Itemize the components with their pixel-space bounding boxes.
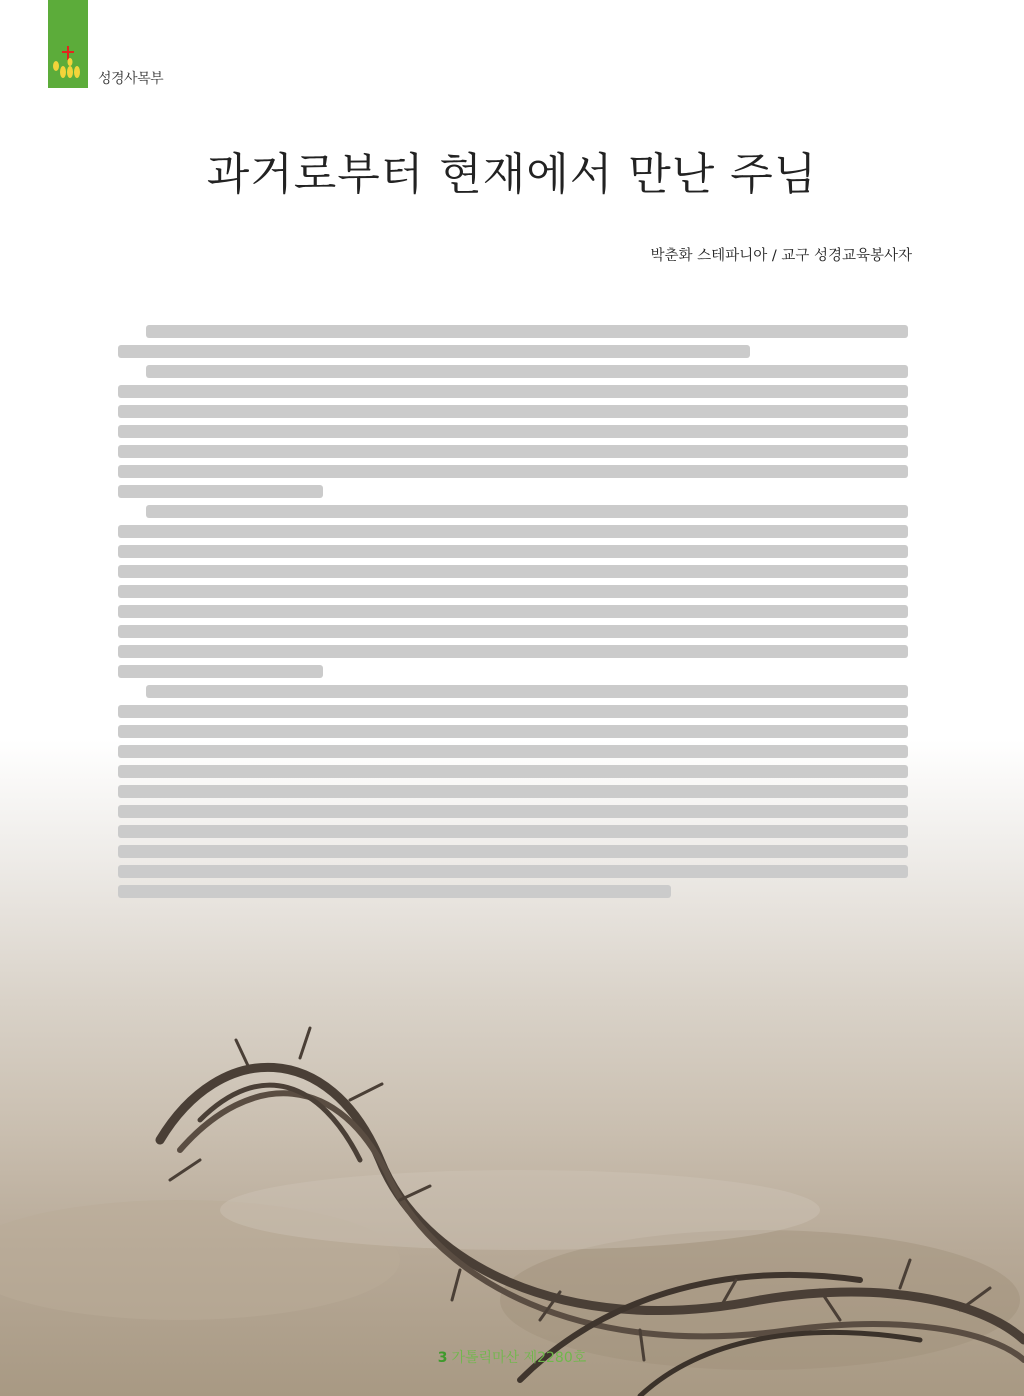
section-tab bbox=[48, 0, 88, 88]
publication-name: 가톨릭마산 제2280호 bbox=[451, 1350, 587, 1366]
article-paragraph bbox=[118, 325, 908, 358]
article-title: 과거로부터 현재에서 만난 주님 bbox=[206, 149, 818, 200]
article-paragraph bbox=[118, 685, 908, 898]
page-number: 3 bbox=[437, 1350, 448, 1366]
section-label: 성경사목부 bbox=[98, 71, 164, 87]
article-byline: 박춘화 스테파니아 / 교구 성경교육봉사자 bbox=[650, 248, 912, 264]
article-paragraph bbox=[118, 365, 908, 498]
sheaf-cross-icon bbox=[48, 0, 88, 88]
article-paragraph bbox=[118, 505, 908, 678]
article-body bbox=[118, 318, 908, 905]
page-footer bbox=[0, 1347, 1024, 1367]
